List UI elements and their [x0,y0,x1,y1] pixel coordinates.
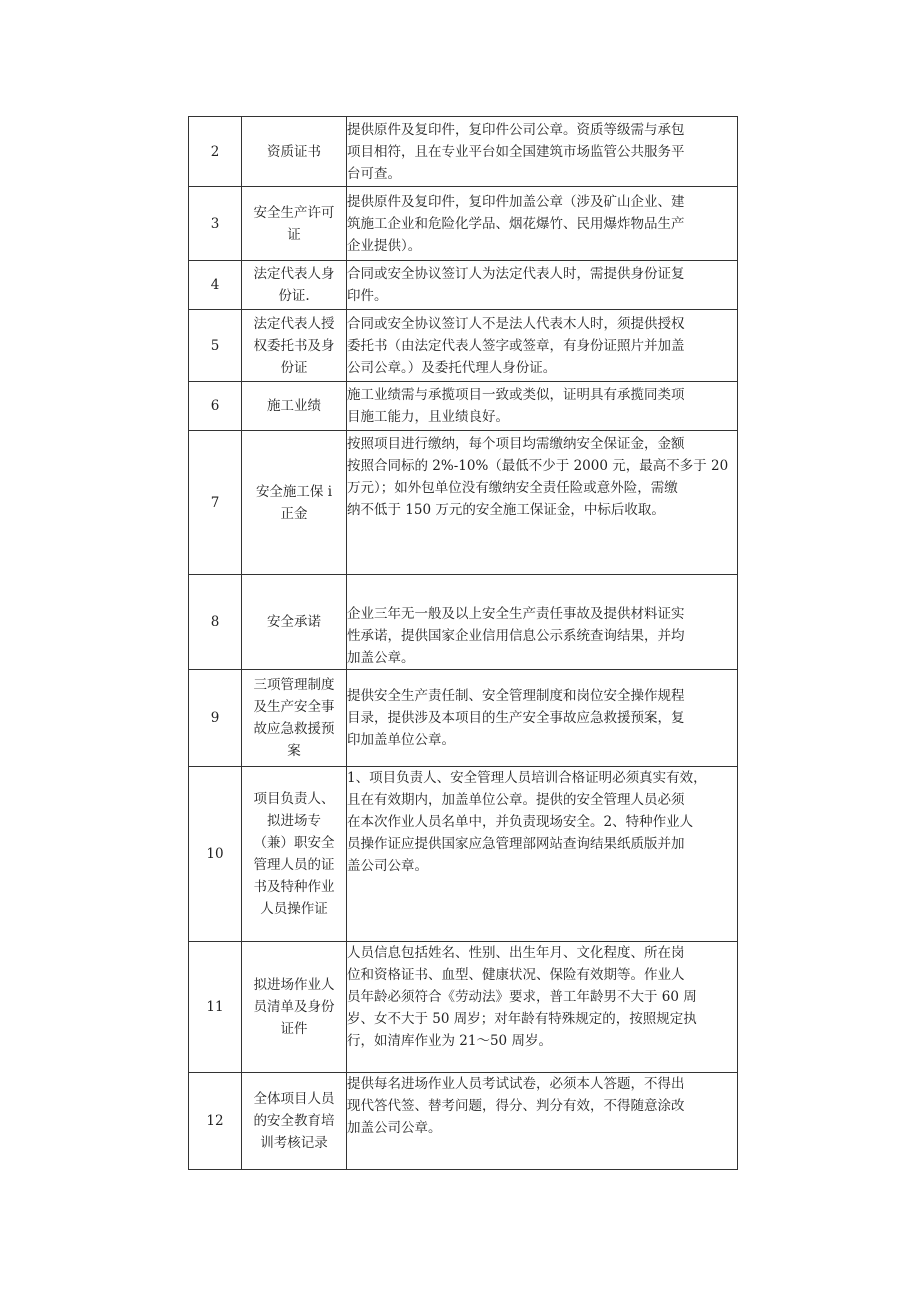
requirement-line: 提供原件及复印件，复印件加盖公章（涉及矿山企业、建 [347,193,685,210]
requirements-table-body [189,117,738,1170]
table-row [189,942,738,1073]
requirements-table [188,116,738,1170]
item-name-line: 证件 [280,1021,308,1037]
item-requirement [347,942,738,1073]
table-row [189,767,738,942]
row-number: 5 [189,310,242,382]
item-name-line: 份证 [280,359,308,376]
requirement-line: 人员信息包括姓名、性别、出生年月、文化程度、所在岗 [347,945,685,961]
requirement-line: 台可查。 [347,165,401,182]
item-name [242,1073,347,1170]
requirement-line: 盖公司公章。 [347,858,428,874]
table-row [189,431,738,575]
row-number: 12 [189,1073,242,1170]
item-requirement [347,382,738,431]
item-name [242,431,347,575]
item-requirement [347,117,738,187]
item-name-line: 的安全教育培 [253,1113,335,1129]
requirement-line: 现代答代签、替考问题，得分、判分有效，不得随意涂改 [347,1098,685,1114]
item-requirement [347,575,738,670]
item-requirement [347,1073,738,1170]
item-name [242,310,347,382]
item-name-line: 施工业绩 [267,398,321,414]
row-number: 9 [189,670,242,767]
item-name [242,117,347,187]
requirement-line: 合同或安全协议签订人为法定代表人时，需提供身份证复 [347,266,685,282]
requirement-line: 提供原件及复印件，复印件公司公章。资质等级需与承包 [347,121,685,138]
item-name-line: 拟进场作业人 [253,977,335,993]
row-number: 6 [189,382,242,431]
table-row [189,575,738,670]
item-name-line: 权委托书及身 [253,337,335,354]
item-requirement [347,767,738,942]
requirement-line: 按照项目进行缴纳，每个项目均需缴纳安全保证金，金额 [347,436,685,452]
requirement-line: 印件。 [347,288,388,304]
table-row [189,382,738,431]
item-name [242,670,347,767]
requirement-line: 企业提供）。 [347,237,422,254]
item-name-line: 及生产安全事 [253,699,335,715]
requirement-line: 目施工能力，且业绩良好。 [347,409,509,425]
row-number: 8 [189,575,242,670]
item-name [242,382,347,431]
table-row [189,1073,738,1170]
item-name [242,187,347,261]
item-name-line: 案 [287,743,301,759]
item-name-line: 正金 [280,505,308,522]
requirement-line: 合同或安全协议签订人不是法人代表木人时，须提供授权 [347,315,685,332]
item-name-line: 法定代表人身 [253,266,335,282]
item-name-line: 份证. [278,288,310,304]
row-number: 7 [189,431,242,575]
requirement-line: 按照合同标的 2%-10%（最低不少于 2000 元，最高不多于 20 [347,458,729,474]
item-name-line: 资质证书 [267,143,321,160]
item-name-line: 项目负责人、 [253,791,335,807]
requirement-line: 提供每名进场作业人员考试试卷，必须本人答题，不得出 [347,1076,685,1092]
item-name-line: 员清单及身份 [253,999,335,1015]
item-name-line: 安全生产许可 [253,204,335,221]
row-number: 4 [189,261,242,310]
requirement-line: 印加盖单位公章。 [347,732,455,748]
requirement-line: 目录，提供涉及本项目的生产安全事故应急救援预案，复 [347,710,685,726]
item-name-line: （兼）职安全 [253,835,335,851]
item-requirement [347,431,738,575]
requirement-line: 施工业绩需与承揽项目一致或类似，证明具有承揽同类项 [347,387,685,403]
item-name-line: 三项管理制度 [253,677,335,693]
item-name-line: 证 [287,226,301,243]
table-row [189,261,738,310]
requirement-line: 员年龄必须符合《劳动法》要求，普工年龄男不大于 60 周 [347,989,697,1005]
item-name [242,261,347,310]
row-number: 10 [189,767,242,942]
item-name-line: 故应急救援预 [253,721,335,737]
item-requirement [347,670,738,767]
item-name-line: 管理人员的证 [253,857,335,873]
item-name-line: 人员操作证 [260,901,328,917]
requirement-line: 公司公章。）及委托代理人身份证。 [347,359,557,376]
row-number: 2 [189,117,242,187]
table-row [189,117,738,187]
requirement-line: 提供安全生产责任制、安全管理制度和岗位安全操作规程 [347,688,685,704]
item-name-line: 拟进场专 [267,813,321,829]
item-name-line: 安全承诺 [267,614,321,630]
requirement-line: 行，如清库作业为 21～50 周岁。 [347,1033,552,1049]
requirement-line: 委托书（由法定代表人签字或签章，有身份证照片并加盖 [347,337,685,354]
requirement-line: 在本次作业人员名单中，并负责现场安全。2、特种作业人 [347,814,694,830]
requirement-line: 且在有效期内，加盖单位公章。提供的安全管理人员必须 [347,792,685,808]
requirement-line: 企业三年无一般及以上安全生产责任事故及提供材料证实 [347,606,685,622]
item-name-line: 训考核记录 [260,1135,328,1151]
requirement-line: 项目相符，且在专业平台如全国建筑市场监管公共服务平 [347,143,685,160]
table-row [189,187,738,261]
item-requirement [347,310,738,382]
requirement-line: 万元）；如外包单位没有缴纳安全责任险或意外险，需缴 [347,480,678,496]
item-name [242,942,347,1073]
row-number: 11 [189,942,242,1073]
requirement-line: 员操作证应提供国家应急管理部网站查询结果纸质版并加 [347,836,685,852]
item-name-line: 法定代表人授 [253,315,335,332]
requirement-line: 加盖公章。 [347,650,415,666]
requirement-line: 性承诺，提供国家企业信用信息公示系统查询结果，并均 [347,628,685,644]
item-name [242,767,347,942]
item-name-line: 书及特种作业 [253,879,335,895]
item-requirement [347,261,738,310]
requirement-line: 加盖公司公章。 [347,1120,442,1136]
item-name-line: 全体项目人员 [253,1091,335,1107]
table-row [189,670,738,767]
table-row [189,310,738,382]
requirement-line: 筑施工企业和危险化学品、烟花爆竹、民用爆炸物品生产 [347,215,685,232]
requirement-line: 位和资格证书、血型、健康状况、保险有效期等。作业人 [347,967,685,983]
requirement-line: 1、项目负责人、安全管理人员培训合格证明必须真实有效， [347,770,707,786]
requirement-line: 岁、女不大于 50 周岁；对年龄有特殊规定的，按照规定执 [347,1011,697,1027]
item-requirement [347,187,738,261]
requirement-line: 纳不低于 150 万元的安全施工保证金，中标后收取。 [347,502,665,518]
item-name [242,575,347,670]
row-number: 3 [189,187,242,261]
item-name-line: 安全施工保 i [255,483,333,500]
